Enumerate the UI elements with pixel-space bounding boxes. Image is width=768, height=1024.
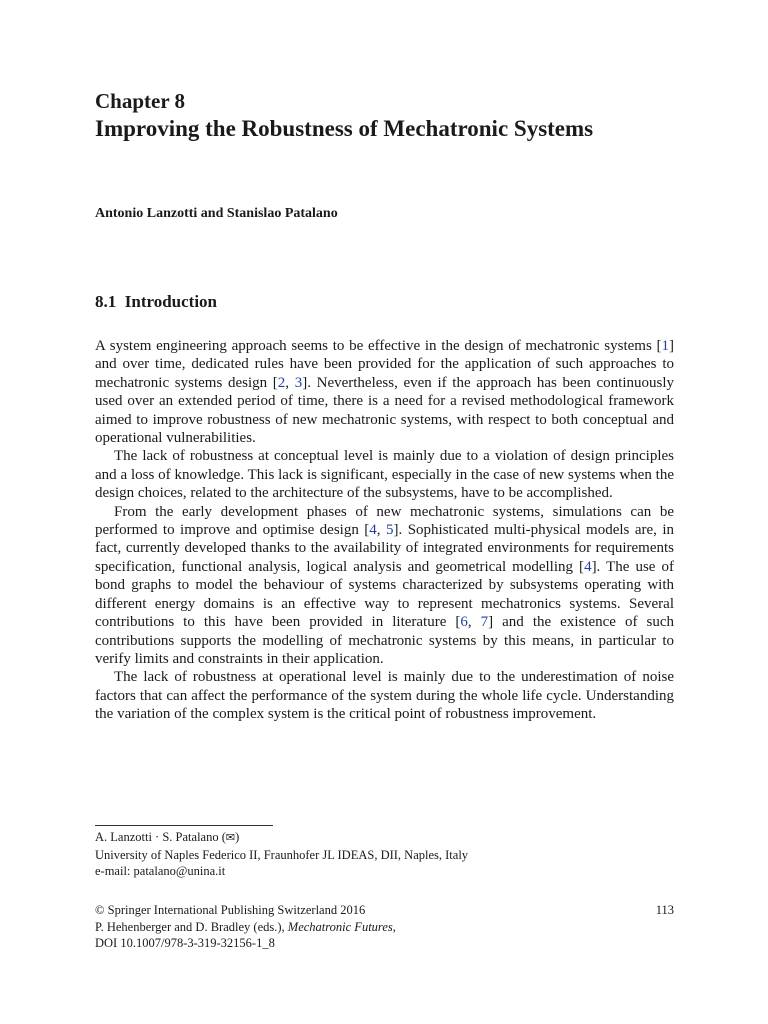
author-footnote <box>95 829 674 880</box>
citation-link[interactable]: 4 <box>584 558 592 575</box>
editors-text: P. Hehenberger and D. Bradley (eds.), <box>95 919 288 934</box>
section-heading <box>95 292 217 312</box>
book-title: Mechatronic Futures <box>287 919 393 934</box>
page-number: 113 <box>655 903 674 917</box>
footnote-email: e-mail: patalano@unina.it <box>95 864 226 878</box>
envelope-icon: ✉ <box>225 831 236 844</box>
copyright-line: © Springer International Publishing Switzerland 2016 <box>95 903 366 917</box>
footnote-divider <box>95 825 273 826</box>
text-run: , <box>376 522 386 539</box>
book-citation-line <box>95 919 674 936</box>
section-title: Introduction <box>124 292 218 311</box>
citation-link[interactable]: 1 <box>661 338 669 354</box>
text-run: , <box>285 374 295 391</box>
text-run: From the early development phases of new mechatronic systems, simulations can be performed to improve and optimise design [ <box>95 503 674 539</box>
chapter-authors: Antonio Lanzotti and Stanislao Patalano <box>95 206 338 221</box>
doi-line: DOI 10.1007/978-3-319-32156-1_8 <box>95 936 275 950</box>
footnote-authors-close: ) <box>235 830 240 844</box>
paragraph-3 <box>95 503 674 669</box>
text-run: ]. The use of bond graphs to model the behaviour of systems characterized by subsystems operating with different energy domains is an effective way to represent mechatronics systems. Several contributions to this have been provided in literature [ <box>95 558 674 631</box>
chapter-title: Improving the Robustness of Mechatronic Systems <box>95 116 594 141</box>
paragraph-2: The lack of robustness at conceptual level is mainly due to a violation of design principles and a loss of knowledge. This lack is significant, especially in the case of new systems when the design choices, related to the architecture of the subsystems, have to be accomplished. <box>95 448 674 502</box>
citation-link[interactable]: 4 <box>369 522 377 539</box>
citation-link[interactable]: 2 <box>277 374 286 391</box>
body-text <box>95 337 674 724</box>
book-page <box>95 0 674 1024</box>
text-run: ]. Sophisticated multi-physical models are, in fact, currently developed thanks to the availability of integrated environments for requirements specification, functional analysis, logical analysis and geometrical modelling [ <box>95 522 675 575</box>
copyright-block <box>95 902 674 952</box>
text-run: , <box>467 614 481 631</box>
chapter-label: Chapter 8 <box>95 89 186 113</box>
citation-link[interactable]: 5 <box>386 522 394 539</box>
citation-link[interactable]: 6 <box>460 614 468 631</box>
text-run: ]. Nevertheless, even if the approach has been continuously used over an extended period of time, there is a need for a revised methodological framework aimed to improve robustness of new mechatronic systems, with respect to both conceptual and operational vulnerabilities. <box>95 374 675 447</box>
footnote-affiliation: University of Naples Federico II, Fraunhofer JL IDEAS, DII, Naples, Italy <box>95 847 469 862</box>
citation-link[interactable]: 7 <box>480 614 489 631</box>
text-run: ] and the existence of such contributions supports the modelling of mechatronic systems by this means, in particular to verify limits and constraints in their application. <box>95 614 674 667</box>
footnote-authors <box>95 829 674 847</box>
text-run: A system engineering approach seems to be effective in the design of mechatronic systems [ <box>95 338 662 354</box>
paragraph-1 <box>95 337 674 447</box>
footnote-authors-text: A. Lanzotti · S. Patalano ( <box>95 830 226 844</box>
paragraph-4: The lack of robustness at operational level is mainly due to the underestimation of noise factors that can affect the performance of the system during the whole life cycle. Understanding the variation of the complex system is the critical point of robustness improvement. <box>95 669 674 723</box>
citation-link[interactable]: 3 <box>294 374 303 391</box>
section-number: 8.1 <box>95 292 117 311</box>
book-title-comma: , <box>392 919 396 934</box>
text-run: ] and over time, dedicated rules have been provided for the application of such approaches to mechatronic systems design [ <box>95 338 674 391</box>
